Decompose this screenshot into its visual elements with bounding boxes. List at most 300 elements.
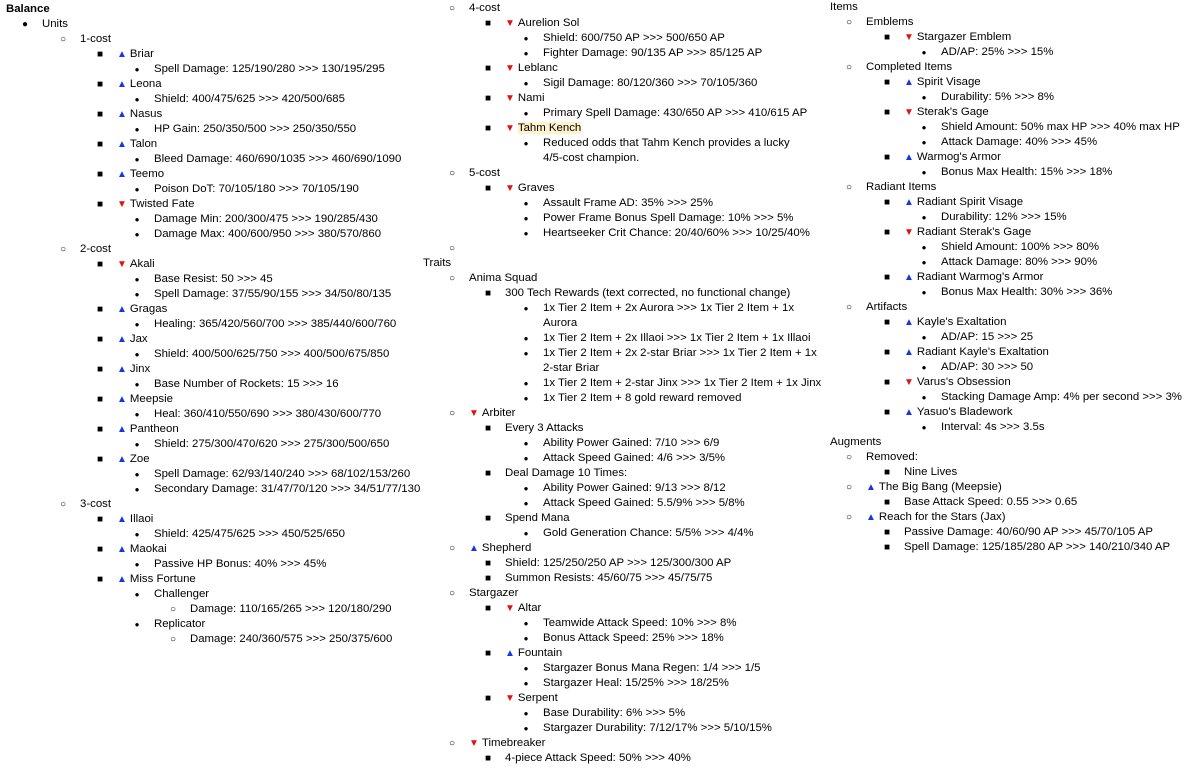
list-item-label: Removed: (866, 451, 918, 463)
list-item (0, 182, 440, 197)
list-item (0, 167, 440, 182)
bullet-icon: ● (921, 213, 927, 222)
list-item-label: Stargazer Durability: 7/12/17% >>> 5/10/15% (543, 722, 772, 734)
bullet-icon: ■ (484, 558, 492, 569)
bullet-icon: ● (134, 125, 140, 134)
nerf-arrow-icon: ▼ (505, 93, 515, 104)
list-item (0, 617, 440, 632)
list-item (830, 300, 1199, 315)
bullet-icon: ○ (448, 408, 456, 419)
bullet-icon: ● (134, 530, 140, 539)
bullet-icon: ● (134, 185, 140, 194)
list-item-label: Secondary Damage: 31/47/70/120 >>> 34/51/77/130 (154, 483, 421, 495)
list-item-label: AD/AP: 15 >>> 25 (941, 331, 1034, 343)
bullet-icon: ● (523, 664, 529, 673)
list-item (0, 512, 440, 527)
bullet-icon: ● (134, 230, 140, 239)
bullet-icon: ○ (845, 302, 853, 313)
list-item (423, 166, 833, 181)
list-item (0, 542, 440, 557)
section-title: Balance (6, 3, 50, 15)
buff-arrow-icon: ▲ (904, 197, 914, 208)
list-item-label: Radiant Items (866, 181, 937, 193)
list-item (423, 706, 833, 721)
list-item-label: Nine Lives (904, 466, 958, 478)
bullet-icon: ■ (96, 199, 104, 210)
list-item (423, 541, 833, 556)
list-item-label: Base Durability: 6% >>> 5% (543, 707, 686, 719)
bullet-icon: ■ (883, 497, 891, 508)
list-item-label: Damage Min: 200/300/475 >>> 190/285/430 (154, 213, 378, 225)
bullet-icon: ○ (169, 634, 177, 645)
list-item-label: Radiant Spirit Visage (916, 196, 1024, 208)
list-item-label: Pantheon (129, 423, 179, 435)
list-item-label: Aurora (543, 317, 578, 329)
bullet-icon: ● (921, 423, 927, 432)
list-item (423, 46, 833, 61)
buff-arrow-icon: ▲ (117, 139, 127, 150)
list-item-label: Units (42, 18, 68, 30)
bullet-icon: ■ (484, 423, 492, 434)
buff-arrow-icon: ▲ (469, 543, 479, 554)
list-item-label: Attack Speed Gained: 4/6 >>> 3/5% (543, 452, 726, 464)
list-item (0, 452, 440, 467)
list-item (830, 195, 1199, 210)
bullet-icon: ■ (96, 259, 104, 270)
list-item (830, 540, 1199, 555)
list-item-label: 1x Tier 2 Item + 2-star Jinx >>> 1x Tier 2 Item + 1x Jinx (543, 377, 822, 389)
list-item-label: Durability: 5% >>> 8% (941, 91, 1055, 103)
list-item (0, 482, 440, 497)
bullet-icon: ● (134, 485, 140, 494)
list-item-label: Attack Damage: 40% >>> 45% (941, 136, 1098, 148)
list-item (423, 466, 833, 481)
bullet-icon: ● (134, 95, 140, 104)
bullet-icon: ■ (484, 93, 492, 104)
list-item (0, 47, 440, 62)
bullet-icon: ● (523, 529, 529, 538)
bullet-icon: ■ (883, 197, 891, 208)
bullet-icon: ■ (484, 183, 492, 194)
list-item-label: 300 Tech Rewards (text corrected, no functional change) (505, 287, 791, 299)
list-item (0, 347, 440, 362)
bullet-icon: ○ (448, 273, 456, 284)
list-item (0, 152, 440, 167)
list-item (0, 107, 440, 122)
bullet-icon: ○ (448, 588, 456, 599)
list-item-label: Stacking Damage Amp: 4% per second >>> 3% (941, 391, 1182, 403)
bullet-icon: ■ (883, 272, 891, 283)
nerf-arrow-icon: ▼ (469, 738, 479, 749)
list-item-label: Gragas (129, 303, 168, 315)
list-item (423, 376, 833, 391)
buff-arrow-icon: ▲ (117, 424, 127, 435)
bullet-icon: ■ (883, 347, 891, 358)
buff-arrow-icon: ▲ (904, 347, 914, 358)
list-item-label: Stargazer Heal: 15/25% >>> 18/25% (543, 677, 729, 689)
list-item (830, 60, 1199, 75)
list-item-label: Base Attack Speed: 0.55 >>> 0.65 (904, 496, 1078, 508)
list-item (0, 197, 440, 212)
list-item (0, 77, 440, 92)
bullet-icon: ■ (484, 648, 492, 659)
bullet-icon: ○ (448, 738, 456, 749)
bullet-icon: ● (523, 379, 529, 388)
list-item-label: Leblanc (517, 62, 558, 74)
list-item (0, 212, 440, 227)
list-item (423, 31, 833, 46)
list-item (423, 211, 833, 226)
list-item (423, 121, 833, 136)
column-3 (830, 0, 1199, 555)
bullet-icon: ○ (845, 482, 853, 493)
list-item-label: Spell Damage: 125/190/280 >>> 130/195/295 (154, 63, 385, 75)
bullet-icon: ● (921, 93, 927, 102)
bullet-icon: ● (134, 620, 140, 629)
bullet-icon: ● (921, 138, 927, 147)
list-item-label: Briar (129, 48, 154, 60)
bullet-icon: ● (921, 243, 927, 252)
list-item-label: Bonus Attack Speed: 25% >>> 18% (543, 632, 724, 644)
list-item (423, 316, 833, 331)
list-item-label: Warmog's Armor (916, 151, 1001, 163)
list-item-label: Shield: 275/300/470/620 >>> 275/300/500/650 (154, 438, 390, 450)
list-item (830, 15, 1199, 30)
list-item (830, 90, 1199, 105)
list-item-label: Reach for the Stars (Jax) (878, 511, 1006, 523)
list-item-label: Attack Damage: 80% >>> 90% (941, 256, 1098, 268)
list-item-label: Spell Damage: 62/93/140/240 >>> 68/102/153/260 (154, 468, 411, 480)
list-item-label: Zoe (129, 453, 150, 465)
bullet-icon: ● (523, 499, 529, 508)
list-item (0, 317, 440, 332)
list-item (0, 587, 440, 602)
list-item-label: Talon (129, 138, 158, 150)
list-item-label: Gold Generation Chance: 5/5% >>> 4/4% (543, 527, 754, 539)
bullet-icon: ● (134, 215, 140, 224)
bullet-icon: ■ (96, 79, 104, 90)
list-item (423, 586, 833, 601)
list-item-label: Shield: 425/475/625 >>> 450/525/650 (154, 528, 345, 540)
bullet-icon: ■ (484, 753, 492, 764)
list-item (423, 406, 833, 421)
bullet-icon: ■ (484, 18, 492, 29)
bullet-icon: ● (134, 275, 140, 284)
bullet-icon: ■ (883, 227, 891, 238)
list-item-label: Radiant Warmog's Armor (916, 271, 1044, 283)
list-item (0, 17, 440, 32)
buff-arrow-icon: ▲ (117, 514, 127, 525)
bullet-icon: ● (921, 363, 927, 372)
bullet-icon: ■ (96, 424, 104, 435)
list-item (423, 301, 833, 316)
list-item-label: Stargazer (469, 587, 519, 599)
list-item (830, 315, 1199, 330)
list-item-label: Augments (830, 436, 882, 448)
bullet-icon: ■ (96, 454, 104, 465)
list-item (423, 601, 833, 616)
list-item-label: Ability Power Gained: 7/10 >>> 6/9 (543, 437, 720, 449)
list-item (0, 407, 440, 422)
bullet-icon: ○ (845, 17, 853, 28)
list-item-label: AD/AP: 25% >>> 15% (941, 46, 1054, 58)
list-item (423, 181, 833, 196)
list-item-label: Serpent (517, 692, 558, 704)
list-item (423, 526, 833, 541)
list-item (830, 240, 1199, 255)
list-item-label: Akali (129, 258, 155, 270)
list-item (423, 346, 833, 361)
list-item-label: Items (830, 1, 858, 13)
list-item (423, 286, 833, 301)
nerf-arrow-icon: ▼ (505, 63, 515, 74)
list-item-label: Primary Spell Damage: 430/650 AP >>> 410/615 AP (543, 107, 808, 119)
bullet-icon: ■ (96, 139, 104, 150)
nerf-arrow-icon: ▼ (117, 199, 127, 210)
bullet-icon: ● (523, 49, 529, 58)
bullet-icon: ■ (883, 407, 891, 418)
list-item-label: Teemo (129, 168, 165, 180)
list-item-label: Spell Damage: 125/185/280 AP >>> 140/210/340 AP (904, 541, 1171, 553)
list-item (0, 572, 440, 587)
bullet-icon: ● (21, 19, 29, 30)
bullet-icon: ● (921, 168, 927, 177)
bullet-icon: ● (921, 123, 927, 132)
list-item (423, 451, 833, 466)
list-item (423, 196, 833, 211)
list-item-label: Passive Damage: 40/60/90 AP >>> 45/70/105 AP (904, 526, 1153, 538)
bullet-icon: ● (523, 679, 529, 688)
list-item-label: Shield: 600/750 AP >>> 500/650 AP (543, 32, 725, 44)
list-item-label: Arbiter (481, 407, 516, 419)
bullet-icon: ● (523, 619, 529, 628)
bullet-icon: ● (134, 470, 140, 479)
list-item (423, 91, 833, 106)
list-item-label: Shield Amount: 100% >>> 80% (941, 241, 1100, 253)
list-item-label: Anima Squad (469, 272, 538, 284)
list-item (830, 360, 1199, 375)
list-item (423, 361, 833, 376)
list-item-label: Shield: 400/475/625 >>> 420/500/685 (154, 93, 345, 105)
bullet-icon: ● (523, 229, 529, 238)
bullet-icon: ■ (96, 49, 104, 60)
buff-arrow-icon: ▲ (117, 109, 127, 120)
list-item (423, 721, 833, 736)
list-item-label: Sigil Damage: 80/120/360 >>> 70/105/360 (543, 77, 758, 89)
list-item-label: 1x Tier 2 Item + 2x 2-star Briar >>> 1x Tier 2 Item + 1x (543, 347, 817, 359)
bullet-icon: ○ (845, 62, 853, 73)
list-item (423, 391, 833, 406)
list-item-label: Spell Damage: 37/55/90/155 >>> 34/50/80/135 (154, 288, 392, 300)
list-item (830, 450, 1199, 465)
list-item (830, 435, 1199, 450)
list-item (423, 556, 833, 571)
list-item (423, 226, 833, 241)
list-item-label: Shield: 400/500/625/750 >>> 400/500/675/850 (154, 348, 390, 360)
bullet-icon: ■ (883, 467, 891, 478)
list-item-label: Traits (423, 257, 452, 269)
bullet-icon: ■ (484, 63, 492, 74)
bullet-icon: ● (921, 48, 927, 57)
list-item (0, 122, 440, 137)
bullet-icon: ● (134, 320, 140, 329)
list-item-label: Teamwide Attack Speed: 10% >>> 8% (543, 617, 737, 629)
list-item-label: Shepherd (481, 542, 532, 554)
list-item-label: Damage Max: 400/600/950 >>> 380/570/860 (154, 228, 382, 240)
bullet-icon: ● (523, 709, 529, 718)
bullet-icon: ● (134, 590, 140, 599)
bullet-icon: ■ (883, 377, 891, 388)
buff-arrow-icon: ▲ (117, 79, 127, 90)
bullet-icon: ○ (59, 244, 67, 255)
list-item-label: Spend Mana (505, 512, 570, 524)
bullet-icon: ● (523, 439, 529, 448)
bullet-icon: ● (921, 288, 927, 297)
list-item-label: Interval: 4s >>> 3.5s (941, 421, 1045, 433)
bullet-icon: ● (523, 484, 529, 493)
nerf-arrow-icon: ▼ (505, 123, 515, 134)
list-item-label: Radiant Sterak's Gage (916, 226, 1032, 238)
bullet-icon: ● (523, 199, 529, 208)
nerf-arrow-icon: ▼ (505, 183, 515, 194)
bullet-icon: ■ (484, 468, 492, 479)
bullet-icon: ● (523, 139, 529, 148)
list-item-label: Bonus Max Health: 30% >>> 36% (941, 286, 1113, 298)
list-item (830, 45, 1199, 60)
list-item-label: 2-star Briar (543, 362, 600, 374)
list-item (830, 285, 1199, 300)
bullet-icon: ● (921, 258, 927, 267)
bullet-icon: ○ (845, 512, 853, 523)
list-item (0, 272, 440, 287)
list-item (423, 736, 833, 751)
list-item-label: Kayle's Exaltation (916, 316, 1007, 328)
list-item-label: Maokai (129, 543, 167, 555)
list-item-label: Jax (129, 333, 148, 345)
list-item (0, 227, 440, 242)
buff-arrow-icon: ▲ (117, 49, 127, 60)
list-item (423, 256, 833, 271)
bullet-icon: ○ (448, 3, 456, 14)
bullet-icon: ● (523, 34, 529, 43)
list-item (830, 345, 1199, 360)
list-item-label: Every 3 Attacks (505, 422, 584, 434)
list-item-label: Twisted Fate (129, 198, 195, 210)
nerf-arrow-icon: ▼ (904, 107, 914, 118)
list-item (0, 377, 440, 392)
bullet-icon: ○ (448, 543, 456, 554)
bullet-icon: ● (523, 394, 529, 403)
nerf-arrow-icon: ▼ (904, 32, 914, 43)
bullet-icon: ● (134, 65, 140, 74)
list-item-label: 3-cost (80, 498, 112, 510)
list-item (830, 150, 1199, 165)
buff-arrow-icon: ▲ (904, 407, 914, 418)
buff-arrow-icon: ▲ (904, 317, 914, 328)
list-item (0, 332, 440, 347)
list-item (830, 405, 1199, 420)
nerf-arrow-icon: ▼ (505, 603, 515, 614)
list-item (0, 557, 440, 572)
list-item (0, 287, 440, 302)
list-item-label: Nasus (129, 108, 163, 120)
list-item (423, 331, 833, 346)
list-item (0, 137, 440, 152)
list-item (423, 496, 833, 511)
list-item (830, 255, 1199, 270)
nerf-arrow-icon: ▼ (505, 18, 515, 29)
list-item (830, 0, 1199, 15)
bullet-icon: ○ (845, 182, 853, 193)
bullet-icon: ● (523, 454, 529, 463)
list-item-label: Completed Items (866, 61, 953, 73)
list-item (830, 105, 1199, 120)
list-item-label: 2-cost (80, 243, 112, 255)
list-item (423, 271, 833, 286)
list-item (423, 106, 833, 121)
list-item-label: 5-cost (469, 167, 501, 179)
bullet-icon: ● (134, 440, 140, 449)
buff-arrow-icon: ▲ (505, 648, 515, 659)
list-item (830, 330, 1199, 345)
list-item-label: Yasuo's Bladework (916, 406, 1013, 418)
list-item-label: Damage: 240/360/575 >>> 250/375/600 (190, 633, 393, 645)
list-item-label: Bleed Damage: 460/690/1035 >>> 460/690/1090 (154, 153, 402, 165)
list-item (423, 16, 833, 31)
list-item-label: Sterak's Gage (916, 106, 989, 118)
list-item-label: Replicator (154, 618, 206, 630)
bullet-icon: ■ (96, 574, 104, 585)
list-item (830, 420, 1199, 435)
list-item (0, 497, 440, 512)
list-item-label: Reduced odds that Tahm Kench provides a lucky (543, 137, 790, 149)
list-item-label: Base Resist: 50 >>> 45 (154, 273, 273, 285)
buff-arrow-icon: ▲ (117, 334, 127, 345)
bullet-icon: ● (134, 350, 140, 359)
buff-arrow-icon: ▲ (117, 544, 127, 555)
bullet-icon: ○ (448, 168, 456, 179)
list-item (423, 436, 833, 451)
bullet-icon: ■ (484, 123, 492, 134)
list-item (0, 32, 440, 47)
bullet-icon: ● (523, 334, 529, 343)
buff-arrow-icon: ▲ (117, 169, 127, 180)
list-item (0, 2, 440, 17)
list-item (423, 136, 833, 151)
list-item-label: Nami (517, 92, 545, 104)
bullet-icon: ○ (448, 243, 456, 254)
bullet-icon: ○ (59, 34, 67, 45)
list-item-label: Illaoi (129, 513, 154, 525)
list-item-label: Tahm Kench (517, 122, 582, 134)
list-item (423, 751, 833, 766)
list-item-label: Miss Fortune (129, 573, 196, 585)
buff-arrow-icon: ▲ (866, 482, 876, 493)
nerf-arrow-icon: ▼ (469, 408, 479, 419)
bullet-icon: ■ (484, 573, 492, 584)
list-item-label: Deal Damage 10 Times: (505, 467, 628, 479)
list-item-label: 1x Tier 2 Item + 8 gold reward removed (543, 392, 742, 404)
bullet-icon: ■ (96, 334, 104, 345)
bullet-icon: ■ (883, 542, 891, 553)
list-item-label: Fighter Damage: 90/135 AP >>> 85/125 AP (543, 47, 763, 59)
list-item (423, 691, 833, 706)
nerf-arrow-icon: ▼ (904, 377, 914, 388)
list-item-label: Heartseeker Crit Chance: 20/40/60% >>> 10/25/40% (543, 227, 810, 239)
list-item-label: Leona (129, 78, 162, 90)
list-item-label: Stargazer Bonus Mana Regen: 1/4 >>> 1/5 (543, 662, 761, 674)
list-item-label: Damage: 110/165/265 >>> 120/180/290 (190, 603, 392, 615)
